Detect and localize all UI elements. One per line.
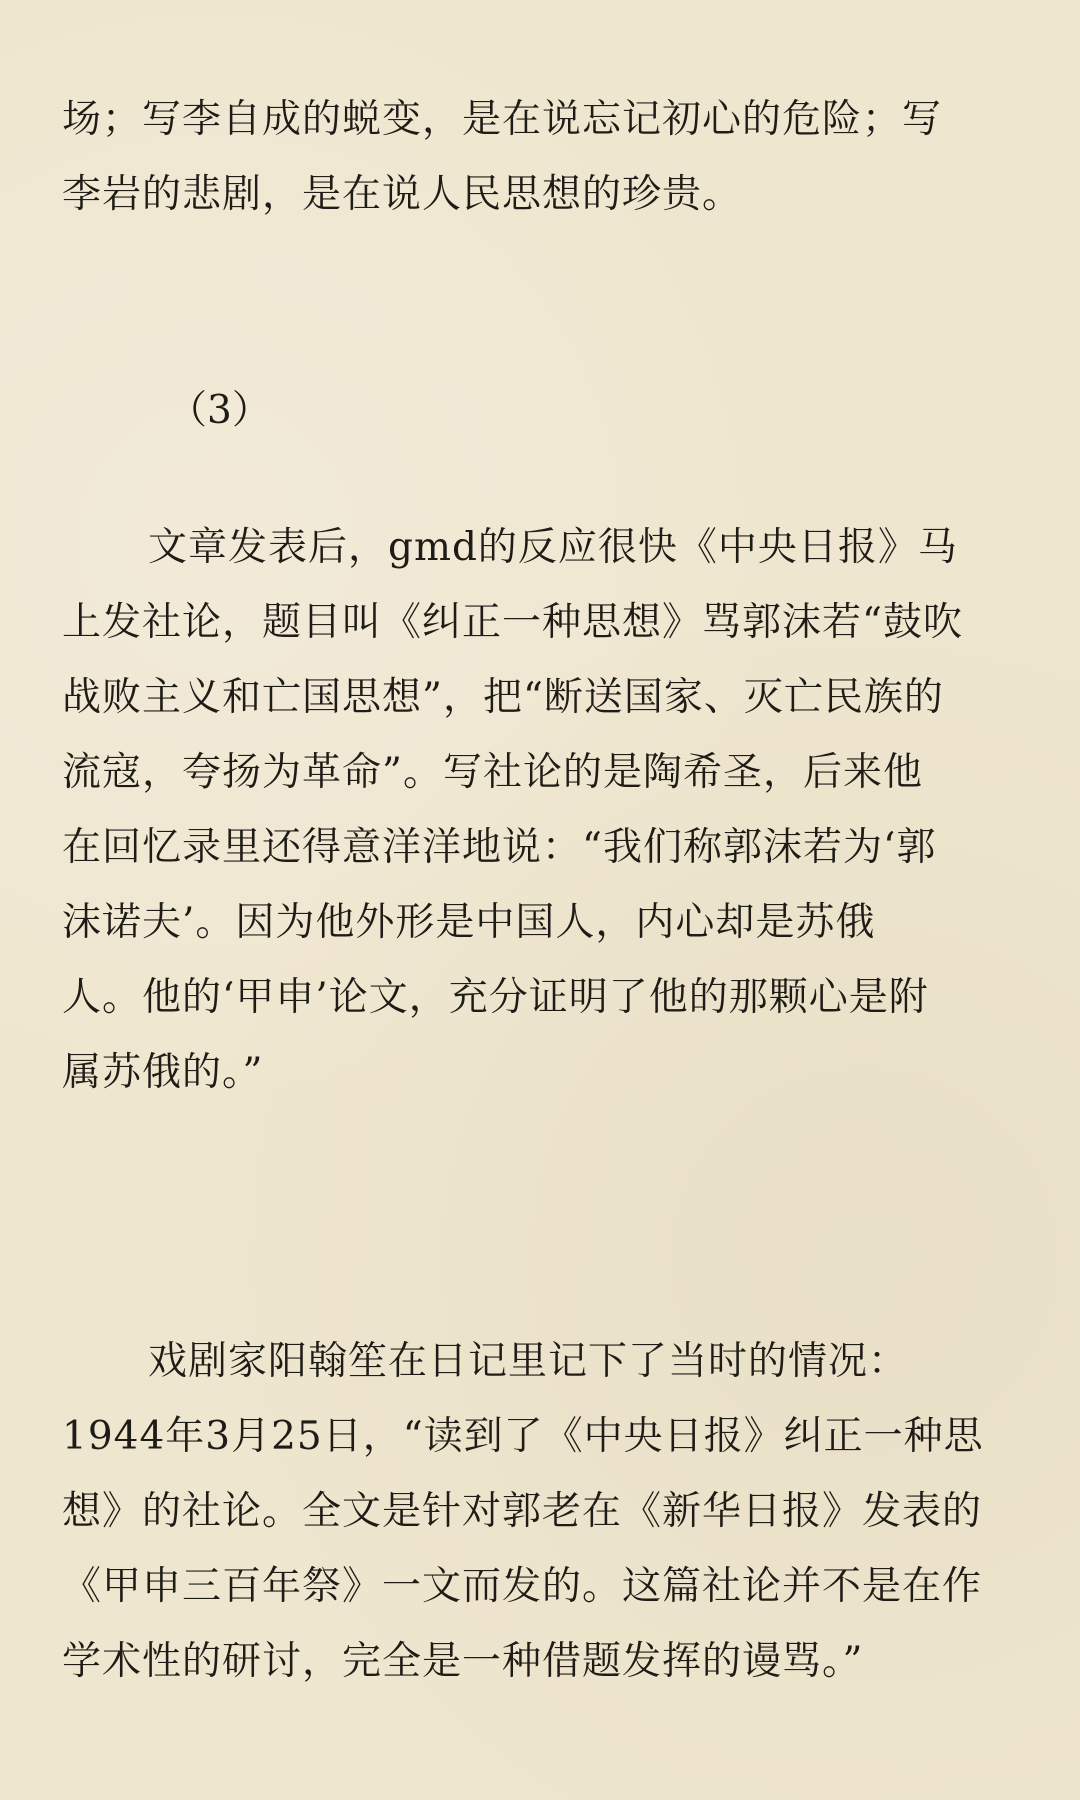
text-line: 想》的社论。全文是针对郭老在《新华日报》发表的 xyxy=(62,1489,983,1534)
text-line: 沫诺夫’。因为他外形是中国人，内心却是苏俄 xyxy=(62,900,876,945)
text-line: 学术性的研讨，完全是一种借题发挥的谩骂。” xyxy=(62,1639,864,1684)
text-line: 上发社论，题目叫《纠正一种思想》骂郭沫若“鼓吹 xyxy=(62,600,963,645)
text-line: 人。他的‘甲申’论文，充分证明了他的那颗心是附 xyxy=(62,975,929,1020)
text-line: 戏剧家阳翰笙在日记里记下了当时的情况： xyxy=(148,1339,909,1384)
text-line: 战败主义和亡国思想”，把“断送国家、灭亡民族的 xyxy=(62,675,944,720)
text-line: 1944年3月25日，“读到了《中央日报》纠正一种思 xyxy=(62,1414,984,1459)
text-line: 属苏俄的。” xyxy=(62,1050,264,1095)
paragraph-diary xyxy=(62,1324,1022,1699)
paragraph-gmd-reaction xyxy=(62,510,1022,1110)
text-line: 流寇，夸扬为革命”。写社论的是陶希圣，后来他 xyxy=(62,750,923,795)
text-line: 《甲申三百年祭》一文而发的。这篇社论并不是在作 xyxy=(62,1564,983,1609)
section-heading: （3） xyxy=(168,388,271,433)
text-line: 场；写李自成的蜕变，是在说忘记初心的危险；写 xyxy=(62,97,943,142)
text-line: 在回忆录里还得意洋洋地说：“我们称郭沫若为‘郭 xyxy=(62,825,937,870)
text-line: 文章发表后，gmd的反应很快《中央日报》马 xyxy=(148,525,958,570)
text-line: 李岩的悲剧，是在说人民思想的珍贵。 xyxy=(62,172,743,217)
paragraph-top xyxy=(62,82,1022,232)
